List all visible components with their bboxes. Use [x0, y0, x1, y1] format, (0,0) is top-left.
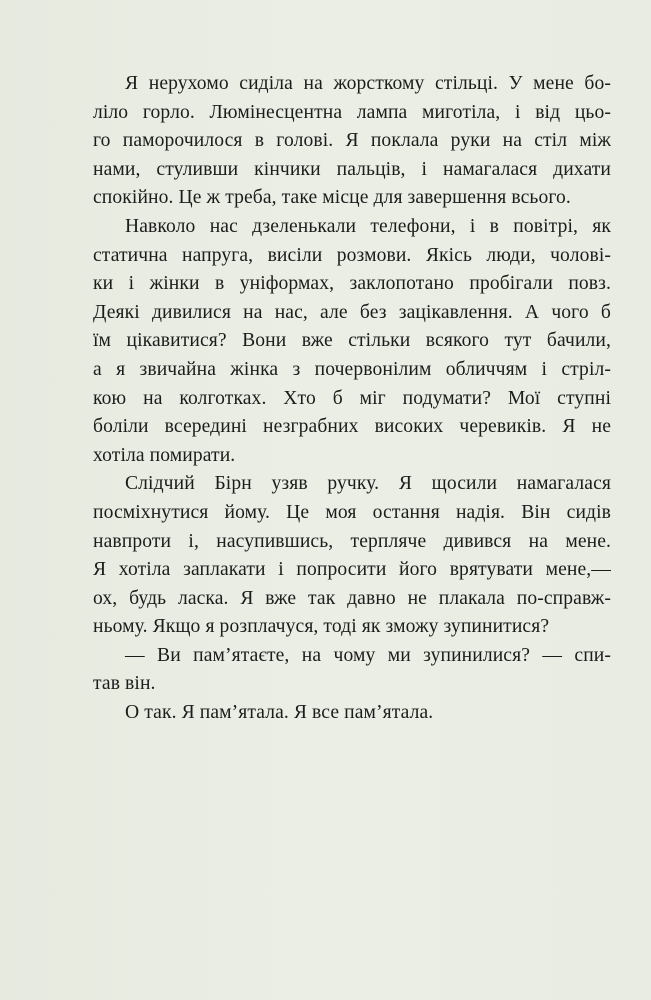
text-line: ки і жінки в уніформах, заклопотано пробігали повз.	[93, 273, 611, 295]
paragraph	[93, 70, 611, 213]
text-line: посміхнутися йому. Це моя остання надія. Він сидів	[93, 501, 611, 523]
text-line: боліли всередині незграбних високих черевиків. Я не	[93, 416, 611, 438]
text-line: ньому. Якщо я розплачуся, тоді як зможу зупинитися?	[93, 616, 550, 638]
paragraph	[93, 470, 611, 642]
dialogue-paragraph	[93, 642, 611, 699]
text-line: статична напруга, висіли розмови. Якісь люди, чолові-	[93, 244, 611, 266]
text-line: Я нерухомо сиділа на жорсткому стільці. У мене бо-	[125, 73, 611, 94]
text-line: — Ви пам’ятаєте, на чому ми зупинилися? — спи-	[125, 644, 611, 666]
body-text	[93, 70, 611, 728]
text-line: тав він.	[93, 673, 156, 695]
text-line: спокійно. Це ж треба, таке місце для завершення всього.	[93, 187, 571, 209]
text-line: Навколо нас дзеленькали телефони, і в повітрі, як	[125, 215, 611, 237]
text-line: ох, будь ласка. Я вже так давно не плакала по-справж-	[93, 587, 611, 609]
text-line: Деякі дивилися на нас, але без зацікавлення. А чого б	[93, 301, 611, 323]
text-line: Слідчий Бірн узяв ручку. Я щосили намагалася	[125, 473, 611, 495]
text-line: ліло горло. Люмінесцентна лампа миготіла, і від цьо-	[93, 101, 611, 123]
text-line: хотіла помирати.	[93, 444, 236, 466]
text-line: кою на колготках. Хто б міг подумати? Мої ступні	[93, 387, 611, 409]
text-line: го паморочилося в голові. Я поклала руки на стіл між	[93, 130, 611, 152]
paragraph	[93, 699, 611, 728]
text-line: О так. Я пам’ятала. Я все пам’ятала.	[125, 702, 434, 724]
text-line: нами, стуливши кінчики пальців, і намагалася дихати	[93, 158, 611, 180]
text-line: навпроти і, насупившись, терпляче дивився на мене.	[93, 530, 611, 552]
text-line: їм цікавитися? Вони вже стільки всякого тут бачили,	[93, 330, 611, 352]
paragraph	[93, 213, 611, 470]
text-line: а я звичайна жінка з почервонілим обличчям і стріл-	[93, 358, 611, 380]
text-line: Я хотіла заплакати і попросити його врятувати мене,—	[93, 559, 611, 581]
